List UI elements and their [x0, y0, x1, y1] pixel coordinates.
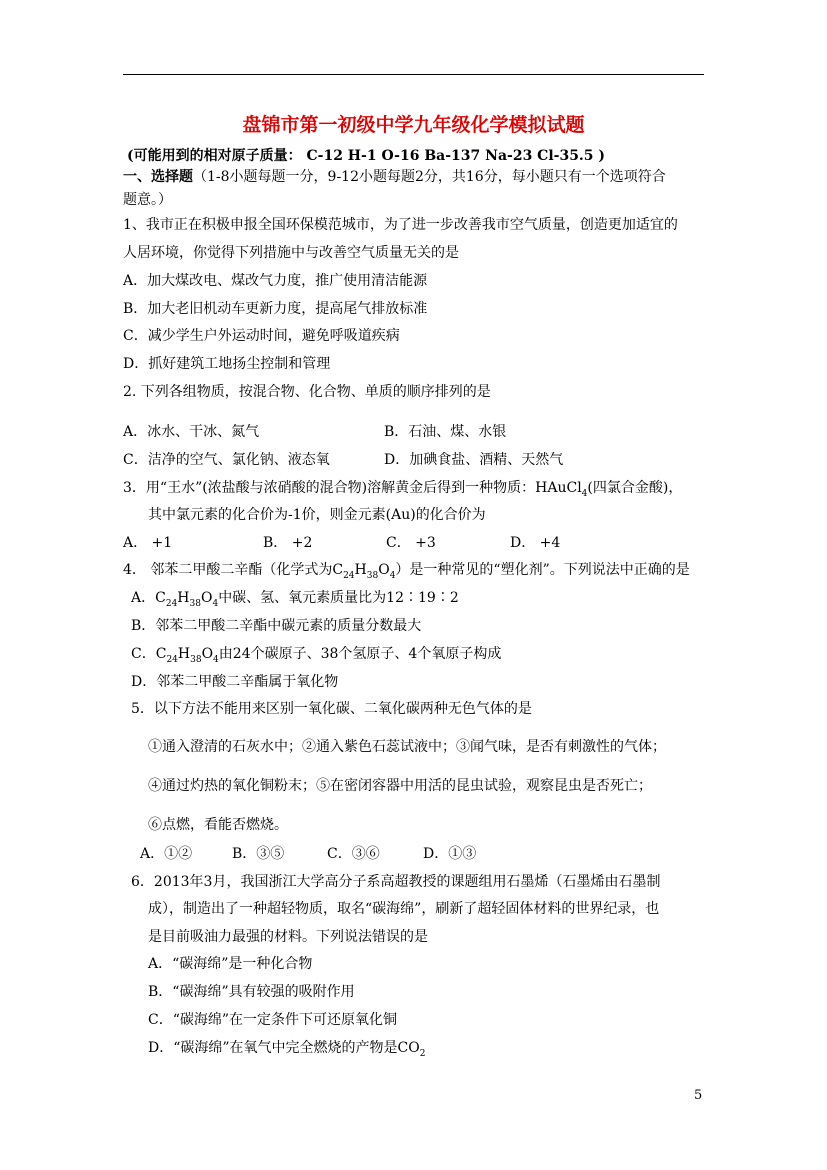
q4-h-count: 38 — [366, 570, 379, 581]
q2-option-a: A．冰水、干冰、氮气 — [123, 424, 260, 440]
q4c-c: C — [155, 646, 167, 662]
q2-stem: 2. 下列各组物质，按混合物、化合物、单质的顺序排列的是 — [123, 384, 491, 400]
q4-option-a-text: 中碳、氢、氧元素质量比为12∶19∶2 — [218, 590, 459, 606]
q5-option-a: A．①② — [140, 846, 193, 862]
q3-option-d: D． +4 — [510, 535, 561, 551]
q1-option-a: A．加大煤改电、煤改气力度，推广使用清洁能源 — [123, 273, 428, 289]
q5-option-b: B．③⑤ — [232, 846, 285, 862]
section-heading-line — [123, 168, 666, 186]
q4a-o: O — [200, 590, 213, 606]
q4-stem-post: ）是一种常见的“塑化剂”。下列说法中正确的是 — [395, 562, 690, 578]
q5-stem: 5．以下方法不能用来区别一氧化碳、二氧化碳两种无色气体的是 — [131, 701, 532, 717]
q4-stem-pre: 4． 邻苯二甲酸二辛酯（化学式为C — [123, 562, 344, 578]
q1-option-d: D．抓好建筑工地扬尘控制和管理 — [123, 356, 331, 372]
q3-option-a: A． +1 — [123, 535, 173, 551]
q2-option-b: B．石油、煤、水银 — [384, 424, 507, 440]
q5-option-d: D．①③ — [423, 846, 477, 862]
q4-c-count: 24 — [343, 570, 355, 581]
q4-option-a — [131, 589, 459, 613]
q4-stem — [123, 561, 690, 585]
q3-subscript: 4 — [581, 488, 588, 499]
q6-stem-line2: 成），制造出了一种超轻物质，取名“碳海绵”，刷新了超轻固体材料的世界纪录，也 — [148, 901, 660, 917]
q4-option-c-label: C． — [131, 646, 156, 662]
q3-stem-pre: 3．用“王水”(浓盐酸与浓硝酸的混合物)溶解黄金后得到一种物质：HAuCl — [123, 480, 582, 496]
q6-stem-line3: 是目前吸油力最强的材料。下列说法错误的是 — [148, 929, 428, 945]
q5-methods-line1: ①通入澄清的石灰水中；②通入紫色石蕊试液中；③闻气味，是否有刺激性的气体； — [148, 739, 666, 755]
q4c-c-count: 24 — [166, 654, 178, 665]
q1-option-b: B．加大老旧机动车更新力度，提高尾气排放标准 — [123, 301, 428, 317]
q1-option-c: C．减少学生户外运动时间，避免呼吸道疾病 — [123, 328, 400, 344]
q5-option-c: C．③⑥ — [327, 846, 380, 862]
page-number: 5 — [694, 1088, 703, 1103]
q6-option-b: B．“碳海绵”具有较强的吸附作用 — [148, 984, 355, 1000]
q4a-c-count: 24 — [165, 598, 178, 609]
q4-option-c-text: 由24个碳原子、38个氢原子、4个氧原子构成 — [218, 646, 502, 662]
q5-methods-line2: ④通过灼热的氧化铜粉末；⑤在密闭容器中用活的昆虫试验，观察昆虫是否死亡； — [148, 778, 652, 794]
q4-option-b: B．邻苯二甲酸二辛酯中碳元素的质量分数最大 — [131, 618, 422, 634]
page-title: 盘锦市第一初级中学九年级化学模拟试题 — [242, 114, 585, 136]
q6-option-d — [148, 1039, 425, 1063]
q4-h: H — [354, 562, 367, 578]
q4a-h: H — [177, 590, 190, 606]
q2-option-d: D．加碘食盐、酒精、天然气 — [384, 452, 564, 468]
section-note: （1-8小题每题一分，9-12小题每题2分，共16分，每小题只有一个选项符合 — [193, 169, 666, 185]
q4c-h-count: 38 — [190, 654, 202, 665]
q4c-o: O — [201, 646, 214, 662]
q4-o-count: 4 — [389, 570, 396, 581]
q4-option-d: D．邻苯二甲酸二辛酯属于氧化物 — [131, 674, 339, 690]
q4a-o-count: 4 — [212, 598, 219, 609]
q4a-h-count: 38 — [189, 598, 201, 609]
q2-option-c: C．洁净的空气、氯化钠、液态氧 — [123, 452, 330, 468]
q4-option-c — [131, 645, 501, 669]
q5-methods-line3: ⑥点燃，看能否燃烧。 — [148, 817, 288, 833]
section-heading: 一、选择题 — [123, 169, 193, 185]
q6-option-d-subscript: 2 — [419, 1048, 426, 1059]
header-rule — [123, 74, 704, 75]
q6-option-d-text: D．“碳海绵”在氧气中完全燃烧的产物是CO — [148, 1040, 420, 1056]
q3-option-c: C． +3 — [386, 535, 436, 551]
q4-o: O — [378, 562, 390, 578]
q6-option-a: A．“碳海绵”是一种化合物 — [148, 956, 313, 972]
q3-stem-post: (四氯合金酸)， — [587, 480, 683, 496]
section-note-line2: 题意。） — [123, 192, 172, 208]
q4a-c: C — [155, 590, 166, 606]
q4c-h: H — [177, 646, 191, 662]
q3-stem-line1 — [123, 479, 682, 503]
q1-stem-line1: 1、我市正在积极申报全国环保模范城市，为了进一步改善我市空气质量，创造更加适宜的 — [123, 217, 678, 233]
q3-stem-line2: 其中氯元素的化合价为-1价，则金元素(Au)的化合价为 — [148, 507, 486, 523]
q4-option-a-label: A． — [131, 590, 156, 606]
atomic-masses-note: (可能用到的相对原子质量： C-12 H-1 O-16 Ba-137 Na-23 Cl-35.5 ) — [127, 148, 606, 164]
q6-stem-line1: 6．2013年3月，我国浙江大学高分子系高超教授的课题组用石墨烯（石墨烯由石墨制 — [131, 874, 661, 890]
q4c-o-count: 4 — [213, 654, 219, 665]
q6-option-c: C．“碳海绵”在一定条件下可还原氧化铜 — [148, 1012, 398, 1028]
q1-stem-line2: 人居环境，你觉得下列措施中与改善空气质量无关的是 — [123, 245, 459, 261]
q3-option-b: B． +2 — [263, 535, 313, 551]
